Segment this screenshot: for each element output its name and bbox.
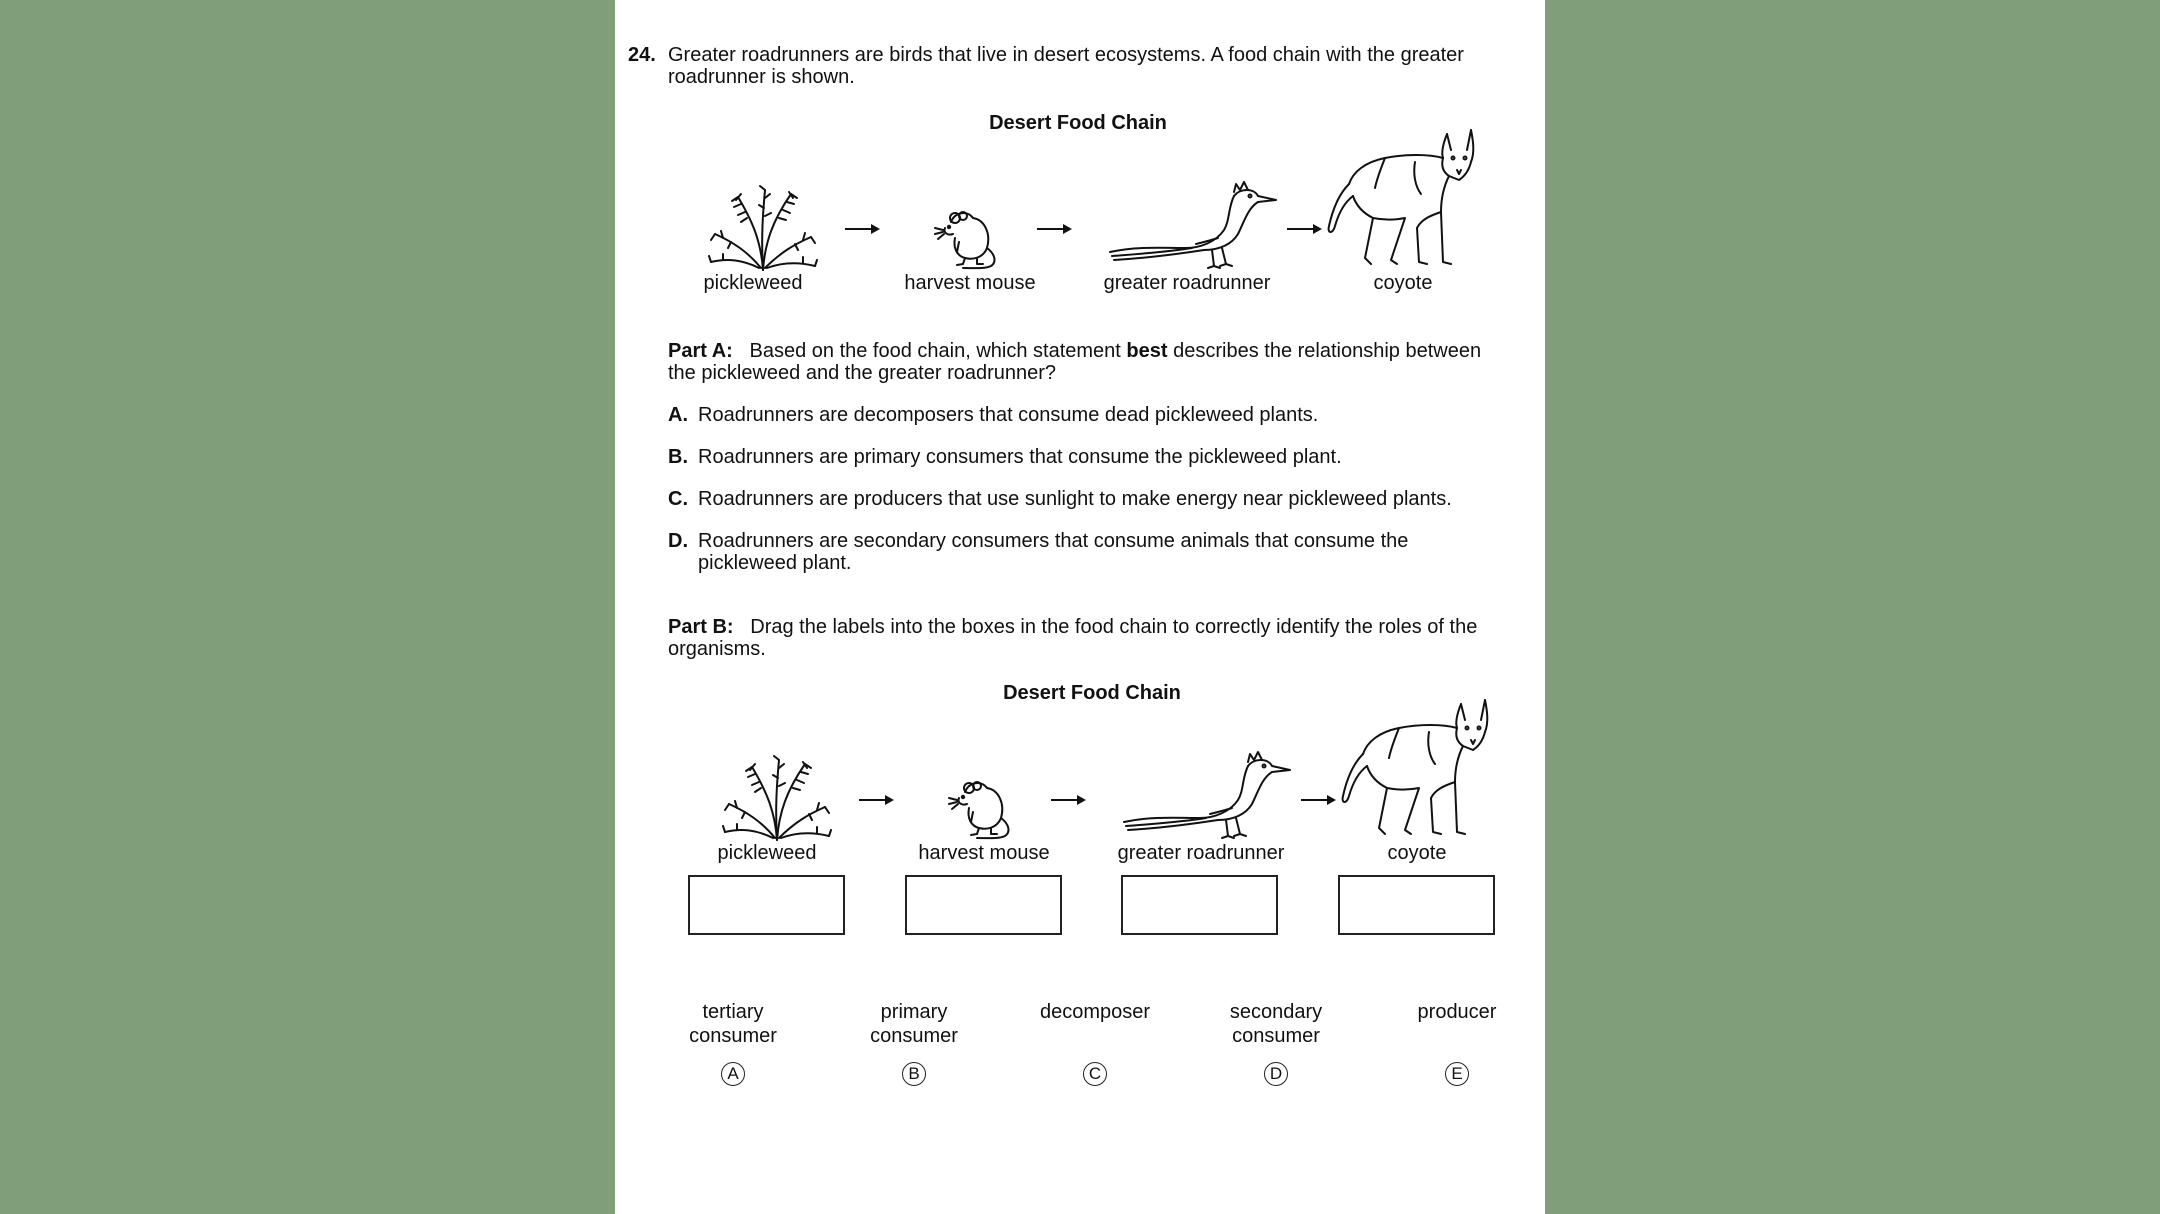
food-chain-title: Desert Food Chain	[1003, 682, 1181, 704]
option-letter: A.	[668, 404, 688, 426]
part-a-text-before: Based on the food chain, which statement	[749, 340, 1121, 362]
answer-option-d[interactable]	[668, 530, 1428, 574]
organism-label: coyote	[1387, 842, 1447, 864]
chain-arrow	[1035, 221, 1075, 241]
part-b-prompt	[668, 616, 1508, 660]
part-b-label: Part B:	[668, 616, 734, 638]
choice-line: decomposer	[1039, 1001, 1151, 1023]
food-chain-title: Desert Food Chain	[989, 112, 1167, 134]
drop-box-greater-roadrunner[interactable]	[1121, 875, 1278, 935]
answer-option-a[interactable]	[668, 404, 1488, 426]
roadrunner-icon	[1122, 748, 1292, 840]
part-b-text: Drag the labels into the boxes in the food chain to correctly identify the roles of the organisms.	[668, 616, 1478, 660]
choice-line: consumer	[1232, 1025, 1320, 1047]
chain-arrow	[857, 792, 897, 812]
coyote-icon	[1339, 698, 1499, 840]
part-a-text-after: describes the relationship between the pickleweed and the greater roadrunner?	[668, 340, 1482, 384]
drag-label-producer[interactable]	[1377, 1000, 1537, 1024]
chain-arrow	[843, 221, 883, 241]
pickleweed-plant-icon	[717, 752, 837, 842]
part-a-prompt	[668, 340, 1508, 384]
option-letter: D.	[668, 530, 688, 552]
drag-label-decomposer[interactable]	[1015, 1000, 1175, 1024]
option-text: Roadrunners are decomposers that consume dead pickleweed plants.	[698, 404, 1319, 426]
drop-box-pickleweed[interactable]	[688, 875, 845, 935]
answer-option-b[interactable]	[668, 446, 1488, 468]
answer-option-c[interactable]	[668, 488, 1488, 510]
drag-label-tertiary-consumer[interactable]	[653, 1000, 813, 1048]
chain-arrow	[1285, 221, 1325, 241]
organism-label: harvest mouse	[904, 272, 1036, 294]
choice-line: consumer	[689, 1025, 777, 1047]
organism-label: coyote	[1373, 272, 1433, 294]
worksheet-page	[615, 0, 1545, 1214]
part-a-label: Part A:	[668, 340, 733, 362]
option-text: Roadrunners are producers that use sunlight to make energy near pickleweed plants.	[698, 488, 1452, 510]
drag-label-primary-consumer[interactable]	[834, 1000, 994, 1048]
choice-letter-circle: B	[902, 1062, 926, 1086]
organism-label: greater roadrunner	[1117, 842, 1285, 864]
choice-letter-circle: E	[1445, 1062, 1469, 1086]
chain-arrow	[1049, 792, 1089, 812]
organism-label: pickleweed	[703, 272, 803, 294]
choice-line: tertiary	[702, 1001, 764, 1023]
option-text: Roadrunners are secondary consumers that consume animals that consume the pickleweed plant.	[698, 530, 1409, 574]
choice-letter-circle: C	[1083, 1062, 1107, 1086]
option-letter: C.	[668, 488, 688, 510]
choice-line: primary	[880, 1001, 948, 1023]
question-stem: Greater roadrunners are birds that live in desert ecosystems. A food chain with the greater roadrunner is shown.	[668, 44, 1464, 88]
drop-box-coyote[interactable]	[1338, 875, 1495, 935]
harvest-mouse-icon	[947, 778, 1017, 840]
part-a-bold-word: best	[1126, 340, 1168, 362]
drag-label-secondary-consumer[interactable]	[1196, 1000, 1356, 1048]
harvest-mouse-icon	[933, 208, 1003, 270]
option-text: Roadrunners are primary consumers that consume the pickleweed plant.	[698, 446, 1342, 468]
coyote-icon	[1325, 128, 1485, 270]
organism-label: harvest mouse	[918, 842, 1050, 864]
option-letter: B.	[668, 446, 688, 468]
organism-label: pickleweed	[717, 842, 817, 864]
choice-line: consumer	[870, 1025, 958, 1047]
choice-line: secondary	[1229, 1001, 1323, 1023]
choice-letter-circle: A	[721, 1062, 745, 1086]
roadrunner-icon	[1108, 178, 1278, 270]
choice-letter-circle: D	[1264, 1062, 1288, 1086]
drop-box-harvest-mouse[interactable]	[905, 875, 1062, 935]
organism-label: greater roadrunner	[1103, 272, 1271, 294]
chain-arrow	[1299, 792, 1339, 812]
pickleweed-plant-icon	[703, 182, 823, 272]
question-number: 24.	[628, 44, 656, 66]
choice-line: producer	[1417, 1001, 1497, 1023]
